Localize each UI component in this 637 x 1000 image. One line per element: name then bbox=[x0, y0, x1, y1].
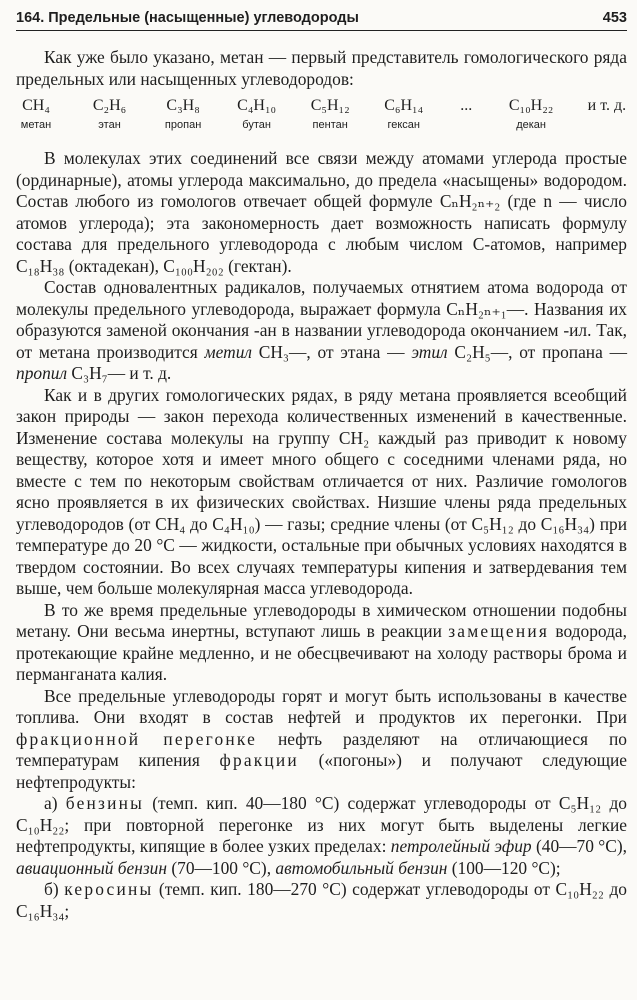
paragraph-saturation: В молекулах этих соединений все связи между атомами углерода простые (ординарные), атомы углерода максимально, до предела «насыщены» водородом. Состав любого из гомологов отвечает общей формуле CₙH₂ₙ₊₂ (где n — число атомов углерода); эта закономерность дает возможность написать формулу состава для предельного углеводорода с любым числом C-атомов, например C₁₈H₃₈ (октадекан), C₁₀₀H₂₀₂ (гектан). bbox=[16, 148, 627, 276]
series-name: декан bbox=[516, 119, 546, 131]
text-run: (70—100 °C), bbox=[167, 857, 276, 878]
series-formula: C₄H₁₀ bbox=[237, 97, 277, 114]
series-formula: и т. д. bbox=[587, 97, 627, 114]
text-run: CH₃—, от этана — bbox=[251, 341, 412, 362]
text-run: а) bbox=[44, 793, 66, 813]
series-item bbox=[384, 96, 424, 132]
series-item bbox=[587, 96, 627, 132]
series-item bbox=[16, 96, 56, 132]
series-formula: C₅H₁₂ bbox=[310, 97, 350, 114]
spaced-term: замещения bbox=[448, 621, 550, 641]
series-formula: C₁₀H₂₂ bbox=[508, 97, 554, 114]
series-formula: ... bbox=[460, 97, 473, 114]
paragraph-radicals bbox=[16, 277, 627, 385]
series-item bbox=[163, 96, 203, 132]
series-name: гексан bbox=[387, 119, 420, 131]
series-formula: C₂H₆ bbox=[92, 97, 127, 114]
italic-term: петролейный эфир bbox=[390, 836, 532, 856]
running-header bbox=[16, 10, 627, 31]
text-run: Состав одновалентных радикалов, получаемых отнятием атома водорода от молекулы предельного углеводорода, выражает формула CₙH₂ₙ₊₁—. Названия их образуются заменой окончания -ан в названии углеводорода окончанием -ил. Так, от метана производится bbox=[16, 277, 627, 362]
text-run: (100—120 °C); bbox=[447, 857, 561, 878]
spaced-term: бензины bbox=[65, 793, 144, 813]
series-item bbox=[457, 96, 475, 132]
series-name: этан bbox=[98, 119, 121, 131]
paragraph-intro: Как уже было указано, метан — первый представитель гомологического ряда предельных или насыщенных углеводородов: bbox=[16, 47, 627, 89]
series-item bbox=[310, 96, 350, 132]
paragraph-chemistry bbox=[16, 600, 627, 686]
text-run: б) bbox=[44, 879, 65, 899]
series-formula: C₃H₈ bbox=[166, 97, 200, 114]
italic-term: авиационный бензин bbox=[16, 857, 167, 878]
text-run: Все предельные углеводороды горят и могут быть использованы в качестве топлива. Они входят в состав нефтей и продуктов их перегонки. При bbox=[16, 685, 627, 727]
spaced-term: фракции bbox=[219, 750, 299, 770]
text-run: C₃H₇— и т. д. bbox=[67, 363, 172, 383]
text-run: (40—70 °C), bbox=[531, 836, 628, 856]
text-run: В то же время предельные углеводороды в химическом отношении подобны метану. Они весьма инертны, вступают лишь в реакции bbox=[16, 599, 627, 641]
paragraph-kerosene bbox=[16, 879, 627, 922]
italic-term: этил bbox=[411, 341, 448, 362]
page-number: 453 bbox=[602, 10, 627, 26]
section-title: 164. Предельные (насыщенные) углеводороды bbox=[16, 10, 359, 26]
italic-term: автомобильный бензин bbox=[275, 857, 448, 878]
spaced-term: керосины bbox=[64, 879, 154, 899]
paragraph-fuel bbox=[16, 686, 627, 794]
text-run: (темп. кип. 180—270 °C) содержат углеводороды от C₁₀H₂₂ до C₁₆H₃₄; bbox=[16, 879, 627, 921]
series-name: пентан bbox=[312, 119, 348, 131]
series-row bbox=[16, 96, 627, 132]
series-item bbox=[90, 96, 130, 132]
paragraph-homologs: Как и в других гомологических рядах, в ряду метана проявляется всеобщий закон природы — закон перехода количественных изменений в качественные. Изменение состава молекулы на группу CH₂ каждый раз приводит к новому веществу, которое хотя и имеет много общего с соседними членами ряда, но вместе с тем по некоторым свойствам отличается от них. Различие гомологов ясно проявляется в их физических свойствах. Низшие члены ряда предельных углеводородов (от CH₄ до C₄H₁₀) — газы; средние члены (от C₅H₁₂ до C₁₆H₃₄) при температуре до 20 °C — жидкости, остальные при обычных условиях находятся в твердом состоянии. Во всех случаях температуры кипения и затвердевания тем выше, чем больше молекулярная масса углеводорода. bbox=[16, 384, 627, 598]
series-name: бутан bbox=[242, 119, 271, 131]
text-run: C₂H₅—, от пропана — bbox=[447, 341, 627, 362]
series-name: метан bbox=[20, 119, 52, 131]
italic-term: метил bbox=[204, 341, 252, 362]
page-body bbox=[16, 47, 627, 922]
homologous-series bbox=[16, 96, 627, 132]
italic-term: пропил bbox=[16, 363, 68, 383]
series-formula: CH₄ bbox=[22, 97, 50, 114]
text-run: (темп. кип. 40—180 °C) содержат углеводороды от C₅H₁₂ до C₁₀H₂₂; при повторной перегонке из них могут быть выделены легкие нефтепродукты, кипящие в более узких пределах: bbox=[16, 793, 628, 856]
series-item bbox=[509, 96, 554, 132]
series-item bbox=[237, 96, 277, 132]
series-formula: C₆H₁₄ bbox=[384, 97, 424, 114]
paragraph-gasoline bbox=[16, 793, 627, 879]
text-run: («погоны») и получают следующие нефтепродукты: bbox=[16, 750, 627, 792]
spaced-term: фракционной перегонке bbox=[16, 728, 258, 749]
text-run: нефть разделяют на отличающиеся по температурам кипения bbox=[16, 728, 627, 770]
text-run: водорода, протекающие крайне медленно, и не обесцвечивают на холоду растворы брома и перманганата калия. bbox=[16, 621, 627, 684]
series-name: пропан bbox=[164, 119, 202, 131]
